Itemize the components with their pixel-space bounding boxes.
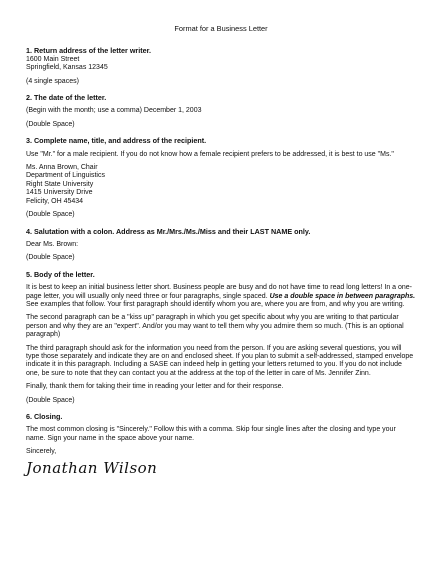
section-heading: 2. The date of the letter. [26, 93, 107, 103]
closing-line: Sincerely, [26, 448, 57, 456]
body-paragraph-2: The second paragraph can be a "kiss up" paragraph in which you get specific about why you are writing to that particular person and why they are an "expert". And/or you may want to tell them why you admire them so much. (This is an optional paragraph) [26, 314, 404, 339]
section-heading: 5. Body of the letter. [26, 269, 95, 279]
recipient-line: 1415 University Drive [26, 189, 93, 197]
spacing-note: (Double Space) [26, 254, 75, 262]
body-text: See examples that follow. Your first paragraph should identify whom you are, where you are from, and why you are writing. [26, 300, 405, 308]
body-paragraph-3: The third paragraph should ask for the information you need from the person. If you are asking several questions, you will type those separately and indicate they are on and enclosed sheet. If you plan to submit a self-addressed, stamped envelope indicate it in this paragraph. Including a SASE can indeed help in getting your letters returned to you. If you do not include one, be sure to note that they can contact you at the address at the top of the letter in care of Ms. Jennifer Zinn. [26, 344, 414, 377]
section-salutation [26, 228, 416, 263]
address-line: Springfield, Kansas 12345 [26, 64, 108, 72]
section-return-address [26, 47, 416, 86]
section-heading: 6. Closing. [26, 412, 63, 421]
recipient-line: Right State University [26, 180, 94, 188]
section-closing [26, 413, 416, 477]
recipient-line: Ms. Anna Brown, Chair [26, 164, 98, 172]
body-paragraph-4: Finally, thank them for taking their time in reading your letter and for their response. [26, 383, 284, 391]
spacing-note: (Double Space) [26, 211, 75, 219]
body-paragraph-1 [26, 284, 416, 309]
address-line: 1600 Main Street [26, 55, 80, 63]
section-recipient [26, 137, 416, 219]
emphasis-text: Use a double space in between paragraphs. [269, 292, 416, 300]
salutation-line: Dear Ms. Brown: [26, 240, 79, 248]
section-body [26, 271, 416, 405]
section-date [26, 94, 416, 129]
recipient-line: Felicity, OH 45434 [26, 197, 84, 205]
date-line: (Begin with the month; use a comma) December 1, 2003 [26, 107, 202, 115]
body-text: It is best to keep an initial business letter short. Business people are busy and do not have time to read long letters! In a one-page letter, you will usually only need three or four paragraphs, single spaced. [26, 284, 413, 300]
handwritten-signature: Jonathan Wilson [26, 458, 158, 477]
section-heading: 3. Complete name, title, and address of the recipient. [26, 136, 207, 146]
spacing-note: (Double Space) [26, 396, 75, 404]
section-heading: 1. Return address of the letter writer. [26, 46, 152, 56]
section-heading: 4. Salutation with a colon. Address as Mr./Mrs./Ms./Miss and their LAST NAME only. [26, 226, 311, 236]
page-title: Format for a Business Letter [174, 24, 268, 33]
recipient-line: Department of Linguistics [26, 172, 105, 180]
instruction-text: The most common closing is "Sincerely." Follow this with a comma. Skip four single lines after the closing and type your name. Sign your name in the space above your name. [26, 426, 396, 442]
instruction-text: Use "Mr." for a male recipient. If you do not know how a female recipient prefers to be addressed, it is best to use "Ms." [26, 150, 394, 158]
spacing-note: (Double Space) [26, 120, 75, 128]
spacing-note: (4 single spaces) [26, 77, 79, 85]
